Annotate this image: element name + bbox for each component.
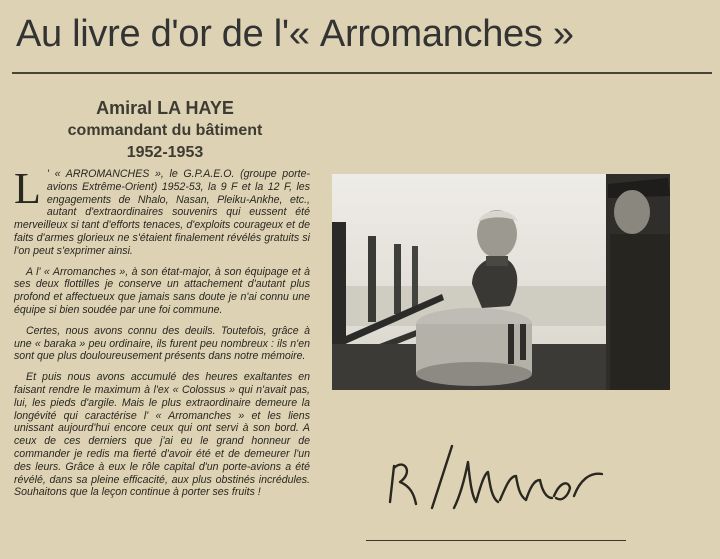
paragraph-4: Et puis nous avons accumulé des heures exaltantes en faisant rendre le maximum à l'ex « Colossus » qui n'avait pas, lui, les pieds d'argile. Mais le plus extraordinaire demeure la longévité qui caractérise l' « Arromanches » et les liens unissant aujourd'hui encore ceux qui ont servi à son bord. A ceux de ces derniers que j'ai eu le grand honneur de commander je redis ma fierté d'avoir été et de demeurer l'un des leurs. Grâce à eux le rôle capital d'un porte-avions a été révélé, dans sa pleine efficacité, aux plus obstinés incrédules. Souhaitons que la leçon continue à porter ses fruits !	[14, 371, 310, 499]
paragraph-3: Certes, nous avons connu des deuils. Toutefois, grâce à une « baraka » peu ordinaire, ils furent peu nombreux : ils n'en sont que plus douloureusement présents dans notre mémoire.	[14, 324, 310, 363]
byline-role: commandant du bâtiment	[67, 122, 263, 139]
photo-image	[332, 174, 670, 390]
byline-years: 1952-1953	[126, 144, 204, 161]
article-body	[14, 164, 310, 507]
paragraph-2: A l' « Arromanches », à son état-major, à son équipage et à ses deux flottilles je conserve un attachement d'autant plus profond et affectueux que jamais sans doute je n'ai connu une équipe si bien soudée par une foi commune.	[14, 265, 310, 316]
paragraph-1-text: ' « ARROMANCHES », le G.P.A.E.O. (groupe porte-avions Extrême-Orient) 1952-53, la 9 F et la 12 F, les engagements de Nhalo, Nasan, Pleiku-Ankhe, etc., autant d'extraordinaires souvenirs qui eussent été merveilleux si tant d'efforts tenaces, d'exploits courageux et de faits d'armes glorieux ne s'étaient finalement révélés gratuits si l'on peut s'exprimer ainsi.	[14, 168, 310, 257]
headline-rule	[12, 72, 712, 74]
drop-cap: L	[14, 164, 41, 213]
photo-admiral-on-bridge	[332, 174, 670, 390]
signature	[370, 432, 620, 522]
signature-underline	[366, 540, 626, 541]
headline: Au livre d'or de l'« Arromanches »	[16, 13, 574, 55]
byline	[20, 96, 310, 164]
paragraph-1	[14, 164, 310, 258]
byline-name: Amiral LA HAYE	[96, 98, 234, 118]
